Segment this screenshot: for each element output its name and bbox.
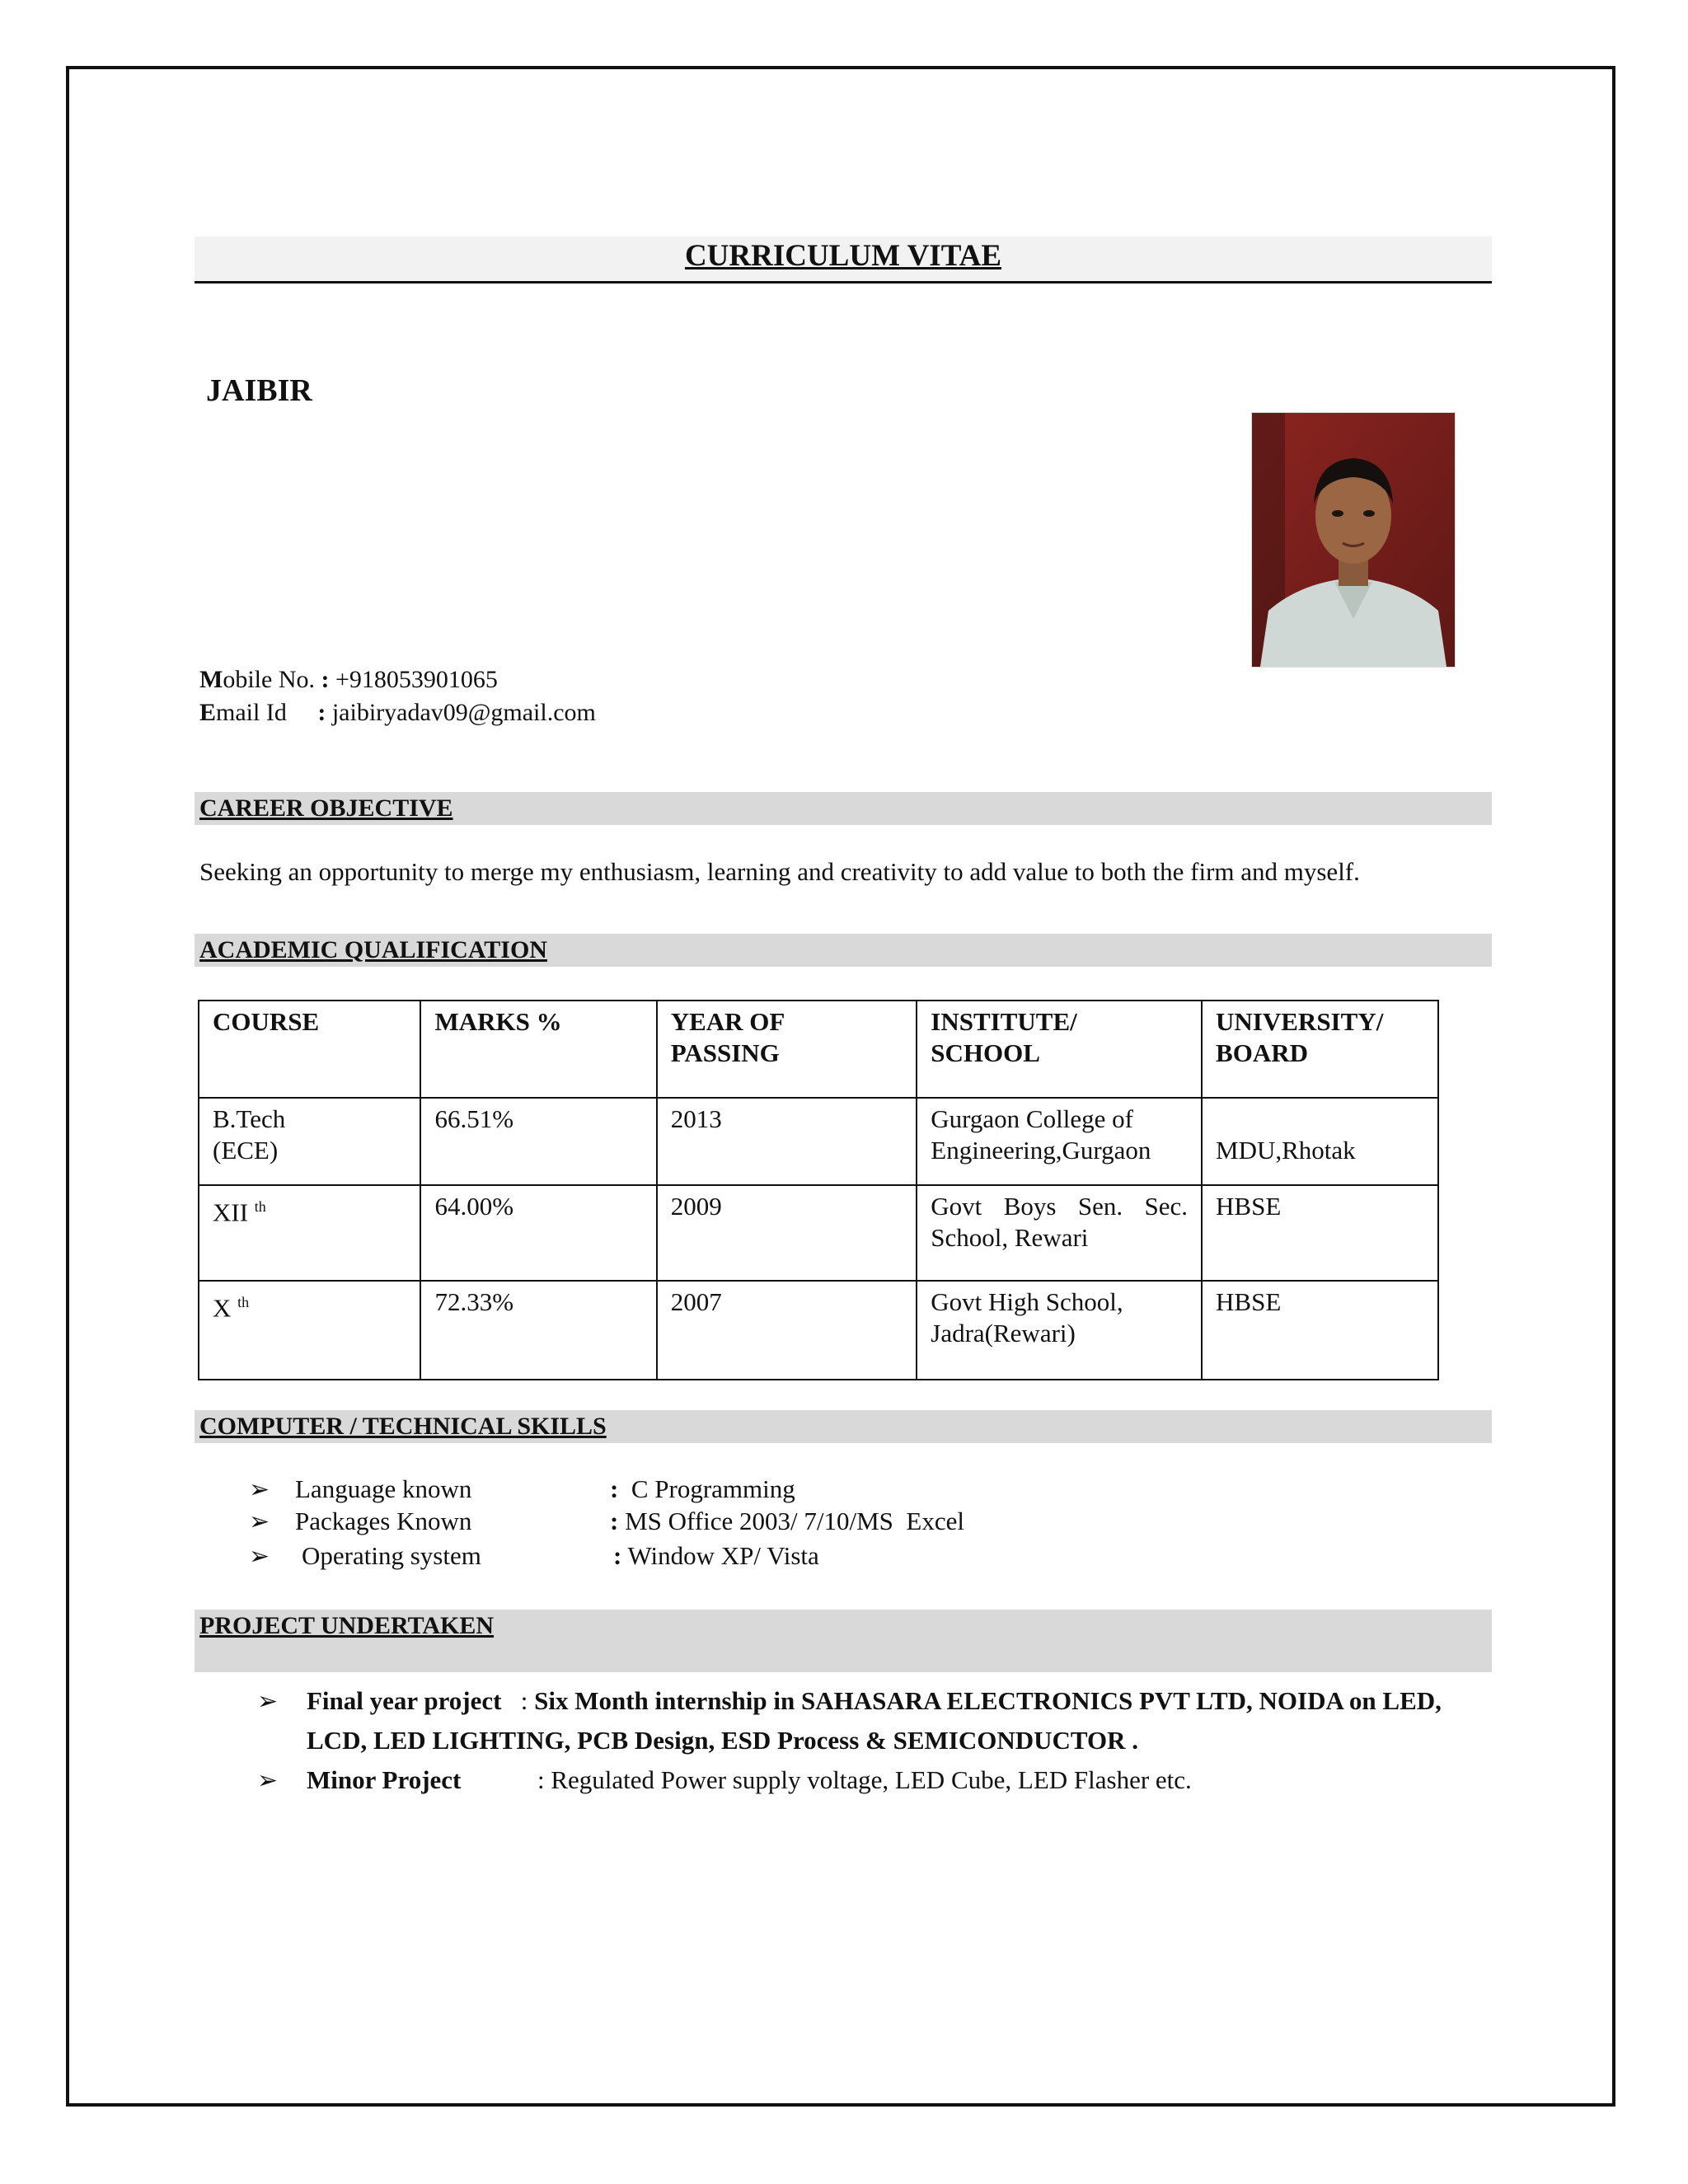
portrait-image <box>1252 413 1455 667</box>
cell-course: XII $^{th}$ <box>199 1185 420 1281</box>
arrow-bullet-icon: ➢ <box>249 1508 270 1535</box>
cell-year: 2013 <box>657 1098 917 1185</box>
arrow-bullet-icon: ➢ <box>249 1476 270 1503</box>
career-objective-text: Seeking an opportunity to merge my enthusiasm, learning and creativity to add value to both the firm and myself. <box>199 857 1360 886</box>
col-marks: MARKS % <box>420 1001 656 1098</box>
cell-marks: 64.00% <box>420 1185 656 1281</box>
skill-value-line: : Window XP/ Vista <box>613 1541 819 1570</box>
skill-value-line: : C Programming <box>610 1474 795 1503</box>
project-minor-label: Minor Project <box>307 1765 462 1794</box>
col-year: YEAR OF PASSING <box>657 1001 917 1098</box>
cell-year: 2009 <box>657 1185 917 1281</box>
skill-label: Language known <box>295 1474 472 1503</box>
project-minor-value: : Regulated Power supply voltage, LED Cube, LED Flasher etc. <box>537 1765 1192 1794</box>
cell-institute: Govt High School, Jadra(Rewari) <box>917 1281 1202 1380</box>
skill-value-line: : MS Office 2003/ 7/10/MS Excel <box>610 1507 964 1535</box>
cell-year: 2007 <box>657 1281 917 1380</box>
skill-item <box>249 1505 270 1539</box>
skill-label: Operating system <box>302 1541 481 1570</box>
cell-institute: Govt Boys Sen. Sec. School, Rewari <box>917 1185 1202 1281</box>
arrow-bullet-icon: ➢ <box>257 1767 279 1794</box>
cell-board: HBSE <box>1202 1281 1438 1380</box>
col-board: UNIVERSITY/ BOARD <box>1202 1001 1438 1098</box>
cell-marks: 66.51% <box>420 1098 656 1185</box>
skills-heading: COMPUTER / TECHNICAL SKILLS <box>199 1413 607 1440</box>
cell-institute: Gurgaon College of Engineering,Gurgaon <box>917 1098 1202 1185</box>
page-title: CURRICULUM VITAE <box>684 239 1002 273</box>
skill-item <box>249 1540 270 1573</box>
profile-photo <box>1251 412 1456 668</box>
table-row <box>199 1098 1438 1185</box>
career-objective-heading: CAREER OBJECTIVE <box>199 794 453 822</box>
cell-course: X $^{th}$ <box>199 1281 420 1380</box>
cell-board: HBSE <box>1202 1185 1438 1281</box>
arrow-bullet-icon: ➢ <box>249 1543 270 1570</box>
table-header-row <box>199 1001 1438 1098</box>
skill-item <box>249 1473 270 1507</box>
academic-heading: ACADEMIC QUALIFICATION <box>199 936 547 963</box>
table-row <box>199 1281 1438 1380</box>
academic-table <box>198 1000 1439 1380</box>
candidate-name: JAIBIR <box>206 373 312 408</box>
skill-label: Packages Known <box>295 1507 472 1535</box>
project-item <box>257 1760 278 1801</box>
cell-course: B.Tech (ECE) <box>199 1098 420 1185</box>
col-course: COURSE <box>199 1001 420 1098</box>
cell-marks: 72.33% <box>420 1281 656 1380</box>
project-item <box>257 1681 278 1722</box>
arrow-bullet-icon: ➢ <box>257 1688 279 1715</box>
table-row <box>199 1185 1438 1281</box>
projects-heading: PROJECT UNDERTAKEN <box>199 1612 495 1639</box>
mobile-line: Mobile No. : +918053901065 <box>199 666 498 693</box>
project-final: Final year project : Six Month internship in SAHASARA ELECTRONICS PVT LTD, NOIDA on LED, LCD, LED LIGHTING, PCB Design, ESD Process & SEMICONDUCTOR . <box>307 1686 1442 1755</box>
email-line: Email Id : jaibiryadav09@gmail.com <box>199 699 596 726</box>
col-institute: INSTITUTE/ SCHOOL <box>917 1001 1202 1098</box>
cell-board: MDU,Rhotak <box>1202 1098 1438 1185</box>
